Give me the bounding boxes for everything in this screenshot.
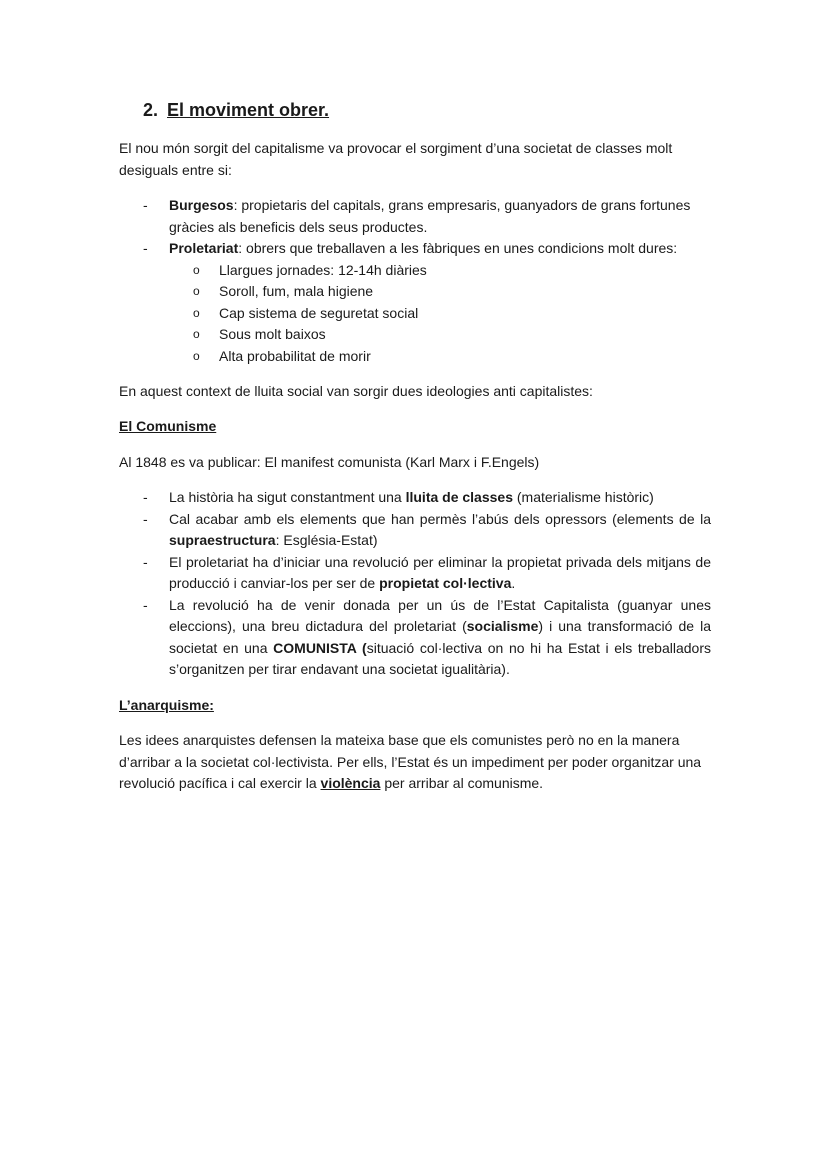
list-item	[143, 509, 711, 552]
violencia-emphasis: violència	[320, 775, 381, 791]
point-emphasis: supraestructura	[169, 532, 276, 548]
point-text: La revolució ha de venir donada per un ús de l’Estat Capitalista (guanyar unes eleccions), una breu dictadura del proletariat (	[169, 596, 711, 634]
point-emphasis: socialisme	[466, 618, 539, 634]
list-item	[143, 195, 711, 238]
section-title: El moviment obrer.	[167, 100, 330, 120]
condition-item: o Soroll, fum, mala higiene	[169, 281, 711, 303]
condition-item: o Cap sistema de seguretat social	[169, 303, 711, 325]
anarquisme-heading: L’anarquisme:	[119, 697, 214, 713]
working-conditions-list	[169, 260, 711, 368]
point-emphasis: lluita de classes	[405, 489, 513, 505]
point-text: .	[511, 575, 516, 591]
burgesos-term: Burgesos	[169, 197, 234, 213]
anarquisme-text: Les idees anarquistes defensen la mateixa base que els comunistes però no en la manera d’arribar a la societat col·lectivista. Per ells, l’Estat és un impediment per poder organitzar una revolució pacífica i cal exercir la	[119, 732, 702, 791]
list-item	[143, 487, 711, 509]
comunisme-intro: Al 1848 es va publicar: El manifest comunista (Karl Marx i F.Engels)	[119, 454, 540, 470]
list-item	[143, 595, 711, 681]
burgesos-description: : propietaris del capitals, grans empresaris, guanyadors de grans fortunes gràcies als beneficis dels seus productes.	[169, 197, 691, 235]
intro-paragraph: El nou món sorgit del capitalisme va provocar el sorgiment d’una societat de classes molt desiguals entre si:	[119, 140, 673, 178]
point-text: La història ha sigut constantment una	[169, 489, 406, 505]
condition-item: o Sous molt baixos	[169, 324, 711, 346]
point-text: situació col·lectiva on no hi ha Estat i els treballadors s’organitzen per tirar endavant una societat igualitària).	[169, 639, 711, 677]
section-number: 2.	[143, 100, 159, 120]
list-item	[143, 238, 711, 367]
comunisme-points-list	[143, 487, 711, 681]
anarquisme-text: per arribar al comunisme.	[380, 775, 544, 791]
section-heading	[143, 100, 329, 121]
point-emphasis: propietat col·lectiva	[379, 575, 512, 591]
social-classes-list	[143, 195, 711, 367]
proletariat-term: Proletariat	[169, 240, 239, 256]
point-text: Cal acabar amb els elements que han permès l’abús dels opressors (elements de la	[169, 510, 711, 527]
point-text: : Església-Estat)	[275, 532, 378, 548]
point-text: ) i una transformació de la societat en una	[169, 618, 712, 656]
comunisme-heading: El Comunisme	[119, 418, 217, 434]
proletariat-description: : obrers que treballaven a les fàbriques en unes condicions molt dures:	[238, 240, 678, 256]
condition-item: o Llargues jornades: 12-14h diàries	[169, 260, 711, 282]
point-emphasis: COMUNISTA (	[273, 639, 367, 656]
context-paragraph: En aquest context de lluita social van sorgir dues ideologies anti capitalistes:	[119, 383, 593, 399]
point-text: (materialisme històric)	[513, 489, 654, 505]
anarquisme-paragraph	[119, 730, 719, 795]
point-text: El proletariat ha d’iniciar una revolució per eliminar la propietat privada dels mitjans de producció i canviar-los per ser de	[169, 553, 711, 591]
list-item	[143, 552, 711, 595]
condition-item: o Alta probabilitat de morir	[169, 346, 711, 368]
